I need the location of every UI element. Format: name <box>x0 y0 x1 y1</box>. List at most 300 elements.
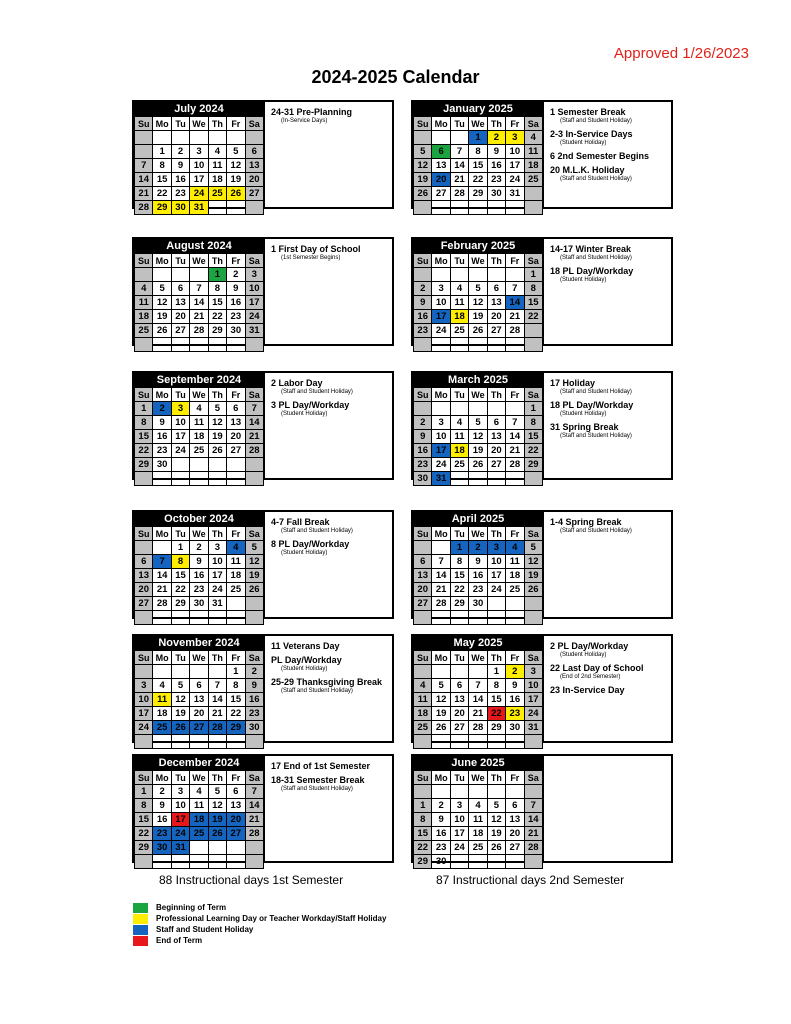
day-cell: 25 <box>153 721 171 735</box>
day-cell: 10 <box>432 430 450 444</box>
month-block <box>411 237 673 346</box>
day-cell <box>227 472 245 486</box>
day-cell: 20 <box>135 583 153 597</box>
day-cell: 1 <box>524 268 542 282</box>
month-grid <box>413 512 544 617</box>
note <box>271 761 391 771</box>
day-cell: 15 <box>487 693 505 707</box>
day-cell: 5 <box>469 416 487 430</box>
day-cell <box>135 268 153 282</box>
day-cell: 8 <box>208 282 226 296</box>
day-cell <box>469 785 487 799</box>
day-cell: 11 <box>208 159 226 173</box>
day-cell: 20 <box>450 707 468 721</box>
day-cell: 17 <box>208 569 226 583</box>
day-cell: 6 <box>245 145 263 159</box>
day-cell: 6 <box>487 282 505 296</box>
day-cell: 30 <box>432 855 450 869</box>
month-notes <box>548 514 670 539</box>
note-subtitle: (Student Holiday) <box>560 411 607 417</box>
day-cell <box>524 597 542 611</box>
day-cell: 7 <box>450 145 468 159</box>
day-cell: 3 <box>171 402 189 416</box>
day-cell: 15 <box>524 430 542 444</box>
day-cell: 3 <box>432 282 450 296</box>
day-cell: 11 <box>469 813 487 827</box>
day-cell <box>506 855 524 869</box>
weekday-header: Mo <box>432 527 450 541</box>
day-cell: 29 <box>135 458 153 472</box>
month-grid <box>413 756 544 867</box>
day-cell <box>487 268 505 282</box>
day-cell: 22 <box>135 827 153 841</box>
day-cell: 24 <box>432 458 450 472</box>
day-cell: 10 <box>432 296 450 310</box>
day-cell: 15 <box>524 296 542 310</box>
weekday-header: Mo <box>153 771 171 785</box>
note <box>550 400 670 418</box>
note <box>271 400 391 418</box>
day-cell: 4 <box>450 416 468 430</box>
note-title: 1-4 Spring Break <box>550 517 622 527</box>
note <box>550 517 670 535</box>
note-title: 18-31 Semester Break <box>271 775 365 785</box>
day-cell <box>245 855 263 869</box>
weekday-header: Fr <box>227 771 245 785</box>
day-cell <box>245 201 263 215</box>
weekday-header: We <box>190 254 208 268</box>
day-cell <box>469 855 487 869</box>
day-cell: 20 <box>227 813 245 827</box>
weekday-header: We <box>190 117 208 131</box>
day-cell <box>432 268 450 282</box>
day-cell: 4 <box>190 402 208 416</box>
day-cell <box>506 611 524 625</box>
day-cell: 6 <box>190 679 208 693</box>
weekday-header: Tu <box>450 117 468 131</box>
day-cell: 2 <box>171 145 189 159</box>
weekday-header: Th <box>487 651 505 665</box>
day-cell <box>245 841 263 855</box>
weekday-header: Mo <box>153 388 171 402</box>
day-cell: 22 <box>469 173 487 187</box>
weekday-header: Su <box>414 771 432 785</box>
weekday-header: Sa <box>245 117 263 131</box>
day-cell: 19 <box>414 173 432 187</box>
day-cell <box>450 735 468 749</box>
month-block <box>132 371 394 480</box>
day-cell: 21 <box>208 707 226 721</box>
day-cell: 18 <box>414 707 432 721</box>
weekday-header: Mo <box>432 388 450 402</box>
note-title: 23 In-Service Day <box>550 685 625 695</box>
day-cell: 2 <box>227 268 245 282</box>
day-cell: 16 <box>227 296 245 310</box>
day-cell: 11 <box>190 799 208 813</box>
day-cell <box>506 785 524 799</box>
weekday-header: We <box>190 527 208 541</box>
note-title: 22 Last Day of School <box>550 663 644 673</box>
day-cell: 3 <box>171 785 189 799</box>
note <box>550 422 670 440</box>
day-cell: 12 <box>245 555 263 569</box>
day-cell <box>432 131 450 145</box>
day-cell: 10 <box>171 799 189 813</box>
note-subtitle: (Staff and Student Holiday) <box>560 255 632 261</box>
day-cell: 30 <box>153 458 171 472</box>
day-cell: 10 <box>171 416 189 430</box>
weekday-header: Th <box>487 117 505 131</box>
day-cell: 31 <box>171 841 189 855</box>
day-cell: 15 <box>469 159 487 173</box>
day-cell: 4 <box>208 145 226 159</box>
month-notes <box>548 638 670 699</box>
day-cell: 7 <box>245 402 263 416</box>
month-table <box>413 770 543 869</box>
month-table <box>413 253 543 352</box>
note-subtitle: (Student Holiday) <box>281 411 328 417</box>
day-cell: 13 <box>432 159 450 173</box>
weekday-header: Fr <box>506 527 524 541</box>
note-title: 18 PL Day/Workday <box>550 400 634 410</box>
day-cell <box>227 131 245 145</box>
day-cell <box>208 201 226 215</box>
month-notes <box>548 375 670 444</box>
weekday-header: Th <box>487 388 505 402</box>
day-cell: 14 <box>245 799 263 813</box>
note <box>550 244 670 262</box>
day-cell <box>432 611 450 625</box>
note-subtitle: (Staff and Student Holiday) <box>560 176 632 182</box>
day-cell: 29 <box>450 597 468 611</box>
weekday-header: Th <box>487 771 505 785</box>
day-cell <box>208 855 226 869</box>
month-table <box>413 116 543 215</box>
day-cell: 26 <box>469 458 487 472</box>
day-cell <box>450 611 468 625</box>
day-cell: 17 <box>450 827 468 841</box>
day-cell: 5 <box>208 785 226 799</box>
day-cell <box>190 268 208 282</box>
day-cell: 13 <box>506 813 524 827</box>
day-cell: 21 <box>190 310 208 324</box>
month-table <box>134 650 264 749</box>
day-cell: 11 <box>450 296 468 310</box>
day-cell <box>153 472 171 486</box>
day-cell <box>208 665 226 679</box>
day-cell: 13 <box>227 416 245 430</box>
day-cell <box>190 735 208 749</box>
month-block <box>132 237 394 346</box>
day-cell <box>487 735 505 749</box>
day-cell <box>414 201 432 215</box>
day-cell: 19 <box>208 430 226 444</box>
day-cell <box>450 665 468 679</box>
day-cell: 27 <box>506 841 524 855</box>
day-cell: 16 <box>190 569 208 583</box>
day-cell <box>487 338 505 352</box>
day-cell: 1 <box>450 541 468 555</box>
day-cell <box>227 735 245 749</box>
day-cell: 9 <box>414 296 432 310</box>
weekday-header: Mo <box>153 527 171 541</box>
approved-date: Approved 1/26/2023 <box>613 45 749 62</box>
day-cell: 29 <box>414 855 432 869</box>
weekday-header: Tu <box>450 254 468 268</box>
day-cell: 10 <box>524 679 542 693</box>
day-cell <box>208 131 226 145</box>
day-cell: 6 <box>414 555 432 569</box>
day-cell: 25 <box>227 583 245 597</box>
day-cell <box>171 855 189 869</box>
day-cell: 27 <box>190 721 208 735</box>
day-cell: 2 <box>432 799 450 813</box>
day-cell: 17 <box>171 430 189 444</box>
day-cell: 23 <box>414 324 432 338</box>
day-cell: 26 <box>245 583 263 597</box>
day-cell: 1 <box>524 402 542 416</box>
day-cell: 23 <box>190 583 208 597</box>
day-cell: 16 <box>245 693 263 707</box>
note-subtitle: (Student Holiday) <box>560 652 607 658</box>
day-cell: 17 <box>190 173 208 187</box>
day-cell: 18 <box>469 827 487 841</box>
day-cell: 17 <box>432 310 450 324</box>
day-cell <box>135 735 153 749</box>
day-cell: 26 <box>487 841 505 855</box>
day-cell: 10 <box>208 555 226 569</box>
weekday-header: Su <box>135 117 153 131</box>
day-cell <box>432 201 450 215</box>
day-cell: 25 <box>414 721 432 735</box>
day-cell: 28 <box>245 827 263 841</box>
month-header: April 2025 <box>413 512 543 526</box>
day-cell <box>227 201 245 215</box>
day-cell: 17 <box>245 296 263 310</box>
day-cell: 17 <box>506 159 524 173</box>
month-grid <box>134 373 265 478</box>
day-cell <box>524 785 542 799</box>
day-cell: 18 <box>153 707 171 721</box>
month-block <box>411 100 673 209</box>
day-cell: 2 <box>153 785 171 799</box>
day-cell <box>227 458 245 472</box>
day-cell: 31 <box>208 597 226 611</box>
day-cell <box>190 665 208 679</box>
day-cell: 15 <box>208 296 226 310</box>
instructional-days-sem2: 87 Instructional days 2nd Semester <box>436 873 625 887</box>
day-cell: 30 <box>506 721 524 735</box>
month-table <box>134 253 264 352</box>
day-cell <box>135 131 153 145</box>
day-cell: 9 <box>153 799 171 813</box>
month-grid <box>413 636 544 741</box>
day-cell: 31 <box>190 201 208 215</box>
day-cell: 14 <box>153 569 171 583</box>
day-cell: 2 <box>487 131 505 145</box>
day-cell: 28 <box>506 458 524 472</box>
weekday-header: Fr <box>506 651 524 665</box>
day-cell: 30 <box>227 324 245 338</box>
month-header: May 2025 <box>413 636 543 650</box>
note-subtitle: (Staff and Student Holiday) <box>560 118 632 124</box>
day-cell: 27 <box>450 721 468 735</box>
weekday-header: Mo <box>153 651 171 665</box>
day-cell: 5 <box>171 679 189 693</box>
day-cell: 2 <box>153 402 171 416</box>
day-cell: 22 <box>450 583 468 597</box>
day-cell: 26 <box>414 187 432 201</box>
day-cell <box>190 472 208 486</box>
day-cell: 8 <box>153 159 171 173</box>
day-cell: 30 <box>487 187 505 201</box>
note-subtitle: (Staff and Student Holiday) <box>560 528 632 534</box>
day-cell: 14 <box>506 430 524 444</box>
weekday-header: Fr <box>506 388 524 402</box>
day-cell <box>432 541 450 555</box>
day-cell <box>469 611 487 625</box>
day-cell: 19 <box>469 444 487 458</box>
day-cell: 28 <box>135 201 153 215</box>
day-cell: 8 <box>135 416 153 430</box>
weekday-header: Tu <box>171 651 189 665</box>
day-cell <box>153 665 171 679</box>
day-cell: 13 <box>227 799 245 813</box>
weekday-header: Tu <box>171 254 189 268</box>
weekday-header: Fr <box>227 254 245 268</box>
weekday-header: Su <box>414 254 432 268</box>
day-cell: 5 <box>432 679 450 693</box>
day-cell <box>487 597 505 611</box>
day-cell: 21 <box>245 813 263 827</box>
day-cell <box>245 597 263 611</box>
day-cell: 1 <box>171 541 189 555</box>
day-cell: 18 <box>450 444 468 458</box>
day-cell: 13 <box>487 430 505 444</box>
note-subtitle: (Staff and Student Holiday) <box>281 389 353 395</box>
day-cell: 14 <box>524 813 542 827</box>
month-notes <box>269 104 391 129</box>
day-cell: 14 <box>135 173 153 187</box>
day-cell: 14 <box>190 296 208 310</box>
weekday-header: We <box>190 388 208 402</box>
day-cell: 11 <box>450 430 468 444</box>
day-cell <box>190 338 208 352</box>
month-grid <box>134 239 265 344</box>
day-cell: 23 <box>153 444 171 458</box>
day-cell: 30 <box>171 201 189 215</box>
day-cell: 11 <box>227 555 245 569</box>
day-cell: 30 <box>469 597 487 611</box>
day-cell <box>506 472 524 486</box>
day-cell: 7 <box>208 679 226 693</box>
month-notes <box>269 638 391 699</box>
weekday-header: We <box>469 388 487 402</box>
day-cell <box>135 855 153 869</box>
day-cell <box>506 338 524 352</box>
day-cell: 23 <box>171 187 189 201</box>
day-cell <box>227 597 245 611</box>
day-cell: 6 <box>227 785 245 799</box>
weekday-header: Su <box>414 651 432 665</box>
note-subtitle: (In-Service Days) <box>281 118 328 124</box>
day-cell: 3 <box>506 131 524 145</box>
weekday-header: Tu <box>171 771 189 785</box>
day-cell: 20 <box>245 173 263 187</box>
weekday-header: Mo <box>153 117 171 131</box>
day-cell: 16 <box>506 693 524 707</box>
weekday-header: Fr <box>506 117 524 131</box>
note-title: 6 2nd Semester Begins <box>550 151 650 161</box>
day-cell: 18 <box>135 310 153 324</box>
day-cell: 26 <box>227 187 245 201</box>
weekday-header: Sa <box>524 527 542 541</box>
month-header: August 2024 <box>134 239 264 253</box>
day-cell: 29 <box>135 841 153 855</box>
day-cell <box>414 785 432 799</box>
weekday-header: Th <box>208 527 226 541</box>
day-cell: 25 <box>469 841 487 855</box>
note <box>271 378 391 396</box>
legend-label: Staff and Student Holiday <box>156 925 254 934</box>
day-cell: 5 <box>153 282 171 296</box>
day-cell: 16 <box>153 430 171 444</box>
day-cell: 23 <box>414 458 432 472</box>
weekday-header: We <box>469 527 487 541</box>
weekday-header: Tu <box>450 771 468 785</box>
day-cell <box>469 665 487 679</box>
month-table <box>413 650 543 749</box>
note <box>550 151 670 161</box>
legend-swatch <box>133 936 148 946</box>
month-header: October 2024 <box>134 512 264 526</box>
month-block <box>411 371 673 484</box>
day-cell <box>414 338 432 352</box>
day-cell: 11 <box>414 693 432 707</box>
day-cell: 14 <box>506 296 524 310</box>
weekday-header: Su <box>135 527 153 541</box>
month-notes <box>269 514 391 561</box>
day-cell: 27 <box>227 827 245 841</box>
day-cell: 17 <box>135 707 153 721</box>
note-title: 25-29 Thanksgiving Break <box>271 677 383 687</box>
day-cell <box>245 472 263 486</box>
weekday-header: Sa <box>524 254 542 268</box>
note-title: 2 Labor Day <box>271 378 323 388</box>
day-cell <box>469 338 487 352</box>
day-cell: 23 <box>469 583 487 597</box>
day-cell <box>227 841 245 855</box>
note-title: 18 PL Day/Workday <box>550 266 634 276</box>
weekday-header: Sa <box>245 771 263 785</box>
day-cell: 18 <box>208 173 226 187</box>
day-cell: 17 <box>524 693 542 707</box>
day-cell: 9 <box>245 679 263 693</box>
legend-label: Professional Learning Day or Teacher Workday/Staff Holiday <box>156 914 387 923</box>
day-cell: 26 <box>208 444 226 458</box>
legend-label: Beginning of Term <box>156 903 227 912</box>
day-cell: 16 <box>469 569 487 583</box>
day-cell: 16 <box>432 827 450 841</box>
day-cell: 20 <box>506 827 524 841</box>
day-cell: 18 <box>227 569 245 583</box>
day-cell: 29 <box>171 597 189 611</box>
day-cell: 9 <box>487 145 505 159</box>
note-title: 3 PL Day/Workday <box>271 400 350 410</box>
day-cell: 6 <box>432 145 450 159</box>
note-subtitle: (Student Holiday) <box>281 550 328 556</box>
day-cell: 1 <box>135 785 153 799</box>
